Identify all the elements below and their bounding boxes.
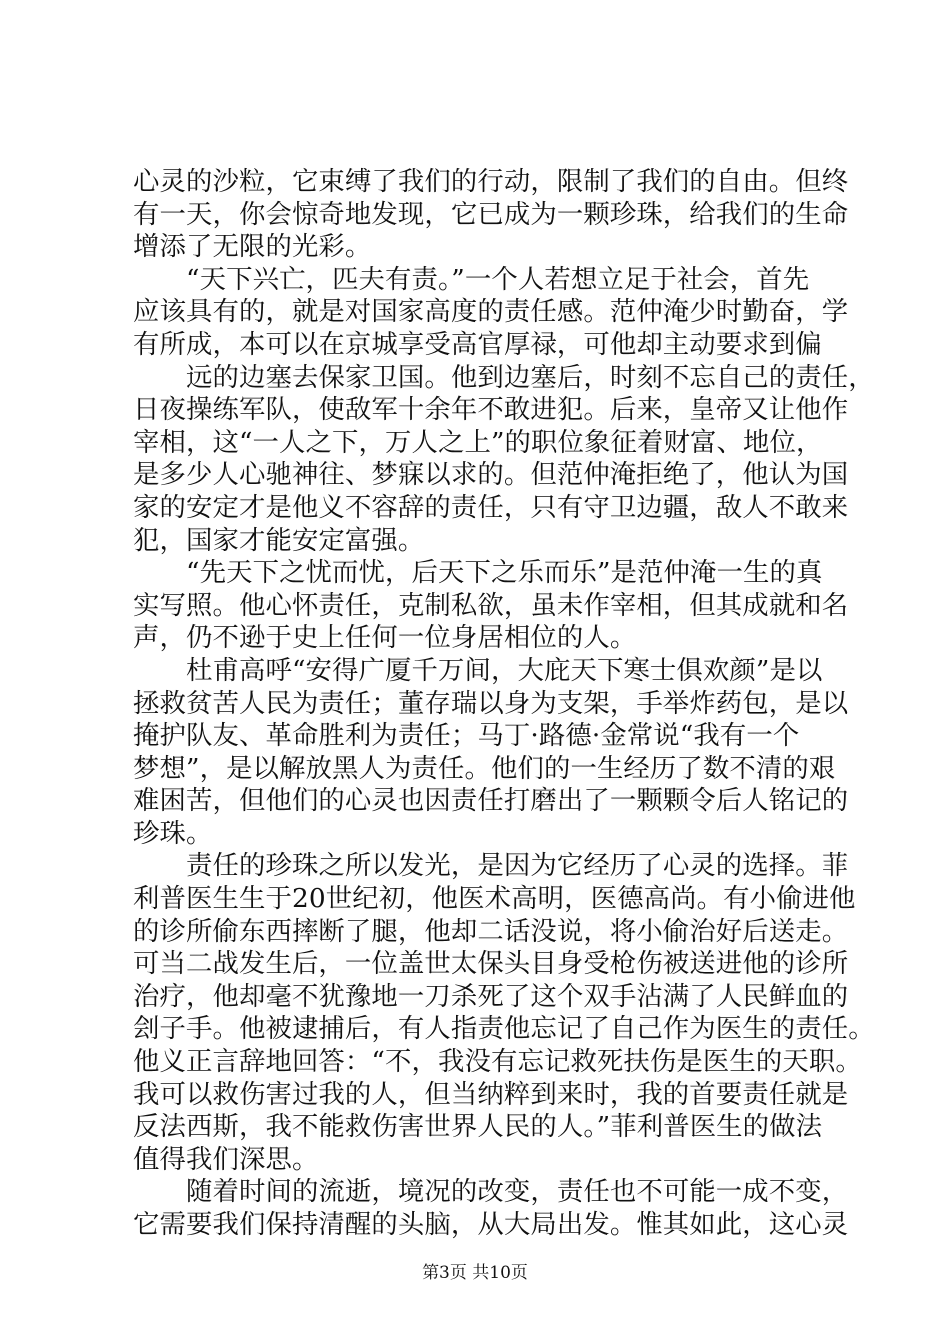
text-line: 难困苦，但他们的心灵也因责任打磨出了一颗颗令后人铭记的	[133, 785, 849, 817]
text-line: 日夜操练军队，使敌军十余年不敢进犯。后来，皇帝又让他作	[133, 394, 849, 426]
paragraph	[133, 1176, 849, 1241]
text-line: 犯，国家才能安定富强。	[133, 524, 425, 556]
text-line: 增添了无限的光彩。	[133, 231, 372, 263]
body-text	[133, 166, 875, 1242]
text-line: 有所成，本可以在京城享受高官厚禄，可他却主动要求到偏	[133, 328, 822, 360]
text-line: “先天下之忧而忧，后天下之乐而乐”是范仲淹一生的真	[186, 557, 823, 589]
text-line: 刽子手。他被逮捕后，有人指责他忘记了自己作为医生的责任。	[133, 1013, 875, 1045]
text-line: 心灵的沙粒，它束缚了我们的行动，限制了我们的自由。但终	[133, 166, 849, 197]
text-line: 反法西斯，我不能救伤害世界人民的人。”菲利普医生的做法	[133, 1111, 823, 1143]
text-line: 珍珠。	[133, 817, 213, 849]
text-line: “天下兴亡，匹夫有责。”一个人若想立足于社会，首先	[186, 263, 810, 295]
text-line: 声，仍不逊于史上任何一位身居相位的人。	[133, 622, 637, 654]
text-line: 治疗，他却毫不犹豫地一刀杀死了这个双手沾满了人民鲜血的	[133, 980, 849, 1012]
text-line: 实写照。他心怀责任，克制私欲，虽未作宰相，但其成就和名	[133, 589, 849, 621]
text-line: 掩护队友、革命胜利为责任；马丁·路德·金常说“我有一个	[133, 720, 800, 752]
text-line: 拯救贫苦人民为责任；董存瑞以身为支架，手举炸药包，是以	[133, 687, 849, 719]
paragraph	[133, 263, 849, 362]
paragraph	[133, 850, 875, 1176]
text-line: 宰相，这“一人之下，万人之上”的职位象征着财富、地位，	[133, 426, 823, 458]
text-line: 值得我们深思。	[133, 1143, 319, 1175]
paragraph	[133, 166, 849, 264]
text-line: 可当二战发生后，一位盖世太保头目身受枪伤被送进他的诊所	[133, 948, 849, 980]
text-line: 家的安定才是他义不容辞的责任，只有守卫边疆，敌人不敢来	[133, 491, 849, 523]
text-line: 梦想”，是以解放黑人为责任。他们的一生经历了数不清的艰	[133, 752, 836, 784]
text-line: 我可以救伤害过我的人，但当纳粹到来时，我的首要责任就是	[133, 1078, 849, 1110]
paragraph	[133, 557, 849, 655]
text-line: 杜甫高呼“安得广厦千万间，大庇天下寒士俱欢颜”是以	[186, 654, 823, 686]
text-line: 随着时间的流逝，境况的改变，责任也不可能一成不变，	[186, 1176, 849, 1208]
text-line: 远的边塞去保家卫国。他到边塞后，时刻不忘自己的责任，	[186, 361, 875, 393]
text-line: 的诊所偷东西摔断了腿，他却二话没说，将小偷治好后送走。	[133, 915, 849, 947]
page-number-footer: 第3页 共10页	[422, 1263, 528, 1283]
paragraph	[133, 654, 849, 851]
paragraph	[133, 361, 875, 558]
text-line: 它需要我们保持清醒的头脑，从大局出发。惟其如此，这心灵	[133, 1209, 849, 1240]
text-line: 他义正言辞地回答：“不，我没有忘记救死扶伤是医生的天职。	[133, 1046, 862, 1078]
text-line: 有一天，你会惊奇地发现，它已成为一颗珍珠，给我们的生命	[133, 198, 849, 230]
text-line: 是多少人心驰神往、梦寐以求的。但范仲淹拒绝了，他认为国	[133, 459, 849, 491]
text-line: 应该具有的，就是对国家高度的责任感。范仲淹少时勤奋，学	[133, 296, 849, 328]
text-line: 责任的珍珠之所以发光，是因为它经历了心灵的选择。菲	[186, 850, 849, 882]
text-line: 利普医生生于20世纪初，他医术高明，医德高尚。有小偷进他	[133, 883, 856, 915]
